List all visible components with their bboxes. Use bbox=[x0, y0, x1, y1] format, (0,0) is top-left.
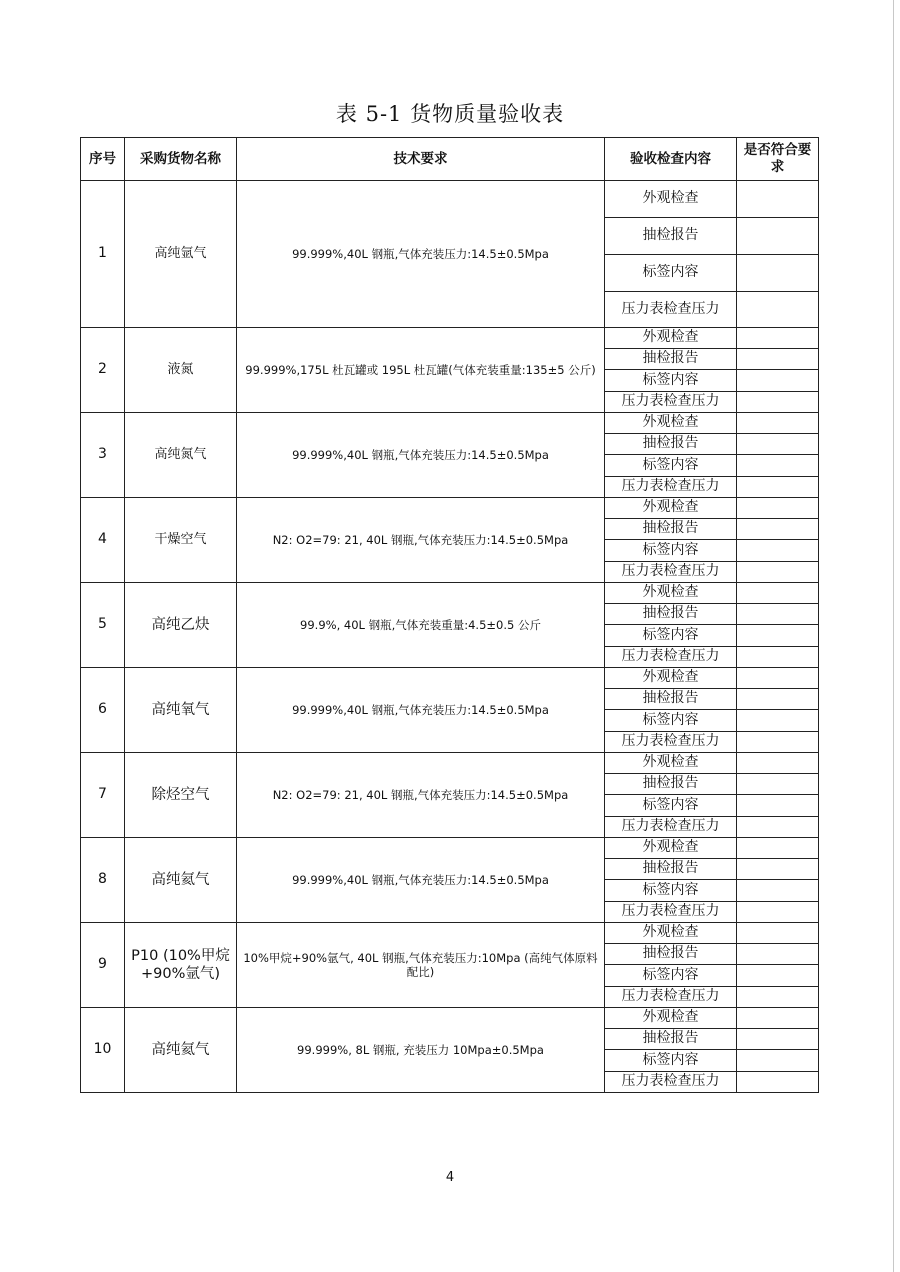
compliance-cell[interactable] bbox=[737, 540, 819, 562]
goods-name: 高纯氦气 bbox=[125, 1008, 237, 1093]
check-item: 标签内容 bbox=[605, 710, 737, 732]
header-name: 采购货物名称 bbox=[125, 138, 237, 181]
compliance-cell[interactable] bbox=[737, 562, 819, 583]
check-item: 外观检查 bbox=[605, 181, 737, 218]
check-item: 压力表检查压力 bbox=[605, 562, 737, 583]
goods-name: 高纯氦气 bbox=[125, 838, 237, 923]
tech-requirement: 99.999%,40L 钢瓶,气体充装压力:14.5±0.5Mpa bbox=[237, 181, 605, 328]
check-item: 压力表检查压力 bbox=[605, 392, 737, 413]
acceptance-table bbox=[80, 137, 819, 1093]
tech-requirement: 99.9%, 40L 钢瓶,气体充装重量:4.5±0.5 公斤 bbox=[237, 583, 605, 668]
compliance-cell[interactable] bbox=[737, 923, 819, 944]
compliance-cell[interactable] bbox=[737, 1008, 819, 1029]
compliance-cell[interactable] bbox=[737, 477, 819, 498]
table-row bbox=[81, 583, 819, 604]
compliance-cell[interactable] bbox=[737, 604, 819, 625]
check-item: 压力表检查压力 bbox=[605, 477, 737, 498]
check-item: 抽检报告 bbox=[605, 604, 737, 625]
compliance-cell[interactable] bbox=[737, 944, 819, 965]
compliance-cell[interactable] bbox=[737, 710, 819, 732]
check-item: 外观检查 bbox=[605, 1008, 737, 1029]
check-item: 标签内容 bbox=[605, 370, 737, 392]
goods-name: 高纯氩气 bbox=[125, 181, 237, 328]
check-item: 外观检查 bbox=[605, 498, 737, 519]
check-item: 抽检报告 bbox=[605, 218, 737, 255]
compliance-cell[interactable] bbox=[737, 583, 819, 604]
tech-requirement: 99.999%,40L 钢瓶,气体充装压力:14.5±0.5Mpa bbox=[237, 413, 605, 498]
compliance-cell[interactable] bbox=[737, 1072, 819, 1093]
check-item: 压力表检查压力 bbox=[605, 1072, 737, 1093]
compliance-cell[interactable] bbox=[737, 668, 819, 689]
compliance-cell[interactable] bbox=[737, 434, 819, 455]
compliance-cell[interactable] bbox=[737, 181, 819, 218]
compliance-cell[interactable] bbox=[737, 774, 819, 795]
check-item: 外观检查 bbox=[605, 413, 737, 434]
tech-requirement: N2: O2=79: 21, 40L 钢瓶,气体充装压力:14.5±0.5Mpa bbox=[237, 498, 605, 583]
table-row bbox=[81, 838, 819, 859]
tech-requirement: N2: O2=79: 21, 40L 钢瓶,气体充装压力:14.5±0.5Mpa bbox=[237, 753, 605, 838]
check-item: 抽检报告 bbox=[605, 1029, 737, 1050]
goods-name: 除烃空气 bbox=[125, 753, 237, 838]
tech-requirement: 99.999%, 8L 钢瓶, 充装压力 10Mpa±0.5Mpa bbox=[237, 1008, 605, 1093]
table-row bbox=[81, 413, 819, 434]
goods-name: P10 (10%甲烷+90%氩气) bbox=[125, 923, 237, 1008]
compliance-cell[interactable] bbox=[737, 292, 819, 328]
check-item: 压力表检查压力 bbox=[605, 987, 737, 1008]
check-item: 压力表检查压力 bbox=[605, 732, 737, 753]
row-number: 6 bbox=[81, 668, 125, 753]
check-item: 压力表检查压力 bbox=[605, 292, 737, 328]
table-row bbox=[81, 753, 819, 774]
check-item: 抽检报告 bbox=[605, 944, 737, 965]
compliance-cell[interactable] bbox=[737, 859, 819, 880]
row-number: 1 bbox=[81, 181, 125, 328]
check-item: 标签内容 bbox=[605, 540, 737, 562]
compliance-cell[interactable] bbox=[737, 218, 819, 255]
goods-name: 高纯氮气 bbox=[125, 413, 237, 498]
check-item: 抽检报告 bbox=[605, 859, 737, 880]
compliance-cell[interactable] bbox=[737, 689, 819, 710]
check-item: 标签内容 bbox=[605, 625, 737, 647]
table-row bbox=[81, 498, 819, 519]
header-ok: 是否符合要求 bbox=[737, 138, 819, 181]
check-item: 抽检报告 bbox=[605, 774, 737, 795]
compliance-cell[interactable] bbox=[737, 987, 819, 1008]
compliance-cell[interactable] bbox=[737, 625, 819, 647]
tech-requirement: 99.999%,175L 杜瓦罐或 195L 杜瓦罐(气体充装重量:135±5 公斤) bbox=[237, 328, 605, 413]
scan-edge-line bbox=[893, 0, 894, 1272]
goods-name: 高纯氧气 bbox=[125, 668, 237, 753]
compliance-cell[interactable] bbox=[737, 965, 819, 987]
check-item: 标签内容 bbox=[605, 880, 737, 902]
table-row bbox=[81, 328, 819, 349]
row-number: 7 bbox=[81, 753, 125, 838]
row-number: 2 bbox=[81, 328, 125, 413]
compliance-cell[interactable] bbox=[737, 1050, 819, 1072]
check-item: 抽检报告 bbox=[605, 434, 737, 455]
check-item: 外观检查 bbox=[605, 668, 737, 689]
check-item: 压力表检查压力 bbox=[605, 647, 737, 668]
check-item: 外观检查 bbox=[605, 583, 737, 604]
check-item: 标签内容 bbox=[605, 795, 737, 817]
row-number: 10 bbox=[81, 1008, 125, 1093]
goods-name: 液氮 bbox=[125, 328, 237, 413]
check-item: 压力表检查压力 bbox=[605, 902, 737, 923]
check-item: 压力表检查压力 bbox=[605, 817, 737, 838]
compliance-cell[interactable] bbox=[737, 817, 819, 838]
compliance-cell[interactable] bbox=[737, 1029, 819, 1050]
check-item: 外观检查 bbox=[605, 753, 737, 774]
check-item: 外观检查 bbox=[605, 923, 737, 944]
check-item: 外观检查 bbox=[605, 328, 737, 349]
compliance-cell[interactable] bbox=[737, 902, 819, 923]
compliance-cell[interactable] bbox=[737, 732, 819, 753]
check-item: 标签内容 bbox=[605, 255, 737, 292]
table-row bbox=[81, 1008, 819, 1029]
page-number: 4 bbox=[445, 1170, 455, 1185]
row-number: 8 bbox=[81, 838, 125, 923]
check-item: 外观检查 bbox=[605, 838, 737, 859]
compliance-cell[interactable] bbox=[737, 519, 819, 540]
check-item: 标签内容 bbox=[605, 455, 737, 477]
compliance-cell[interactable] bbox=[737, 795, 819, 817]
compliance-cell[interactable] bbox=[737, 647, 819, 668]
compliance-cell[interactable] bbox=[737, 370, 819, 392]
check-item: 抽检报告 bbox=[605, 689, 737, 710]
table-row bbox=[81, 923, 819, 944]
row-number: 3 bbox=[81, 413, 125, 498]
check-item: 标签内容 bbox=[605, 965, 737, 987]
page-title: 表 5-1 货物质量验收表 bbox=[335, 102, 565, 126]
check-item: 抽检报告 bbox=[605, 349, 737, 370]
header-row bbox=[81, 138, 819, 181]
header-check: 验收检查内容 bbox=[605, 138, 737, 181]
compliance-cell[interactable] bbox=[737, 880, 819, 902]
check-item: 标签内容 bbox=[605, 1050, 737, 1072]
compliance-cell[interactable] bbox=[737, 753, 819, 774]
compliance-cell[interactable] bbox=[737, 498, 819, 519]
compliance-cell[interactable] bbox=[737, 455, 819, 477]
compliance-cell[interactable] bbox=[737, 838, 819, 859]
check-item: 抽检报告 bbox=[605, 519, 737, 540]
tech-requirement: 99.999%,40L 钢瓶,气体充装压力:14.5±0.5Mpa bbox=[237, 838, 605, 923]
goods-name: 高纯乙炔 bbox=[125, 583, 237, 668]
tech-requirement: 10%甲烷+90%氩气, 40L 钢瓶,气体充装压力:10Mpa (高纯气体原料配比) bbox=[237, 923, 605, 1008]
row-number: 9 bbox=[81, 923, 125, 1008]
compliance-cell[interactable] bbox=[737, 328, 819, 349]
compliance-cell[interactable] bbox=[737, 392, 819, 413]
compliance-cell[interactable] bbox=[737, 413, 819, 434]
compliance-cell[interactable] bbox=[737, 349, 819, 370]
tech-requirement: 99.999%,40L 钢瓶,气体充装压力:14.5±0.5Mpa bbox=[237, 668, 605, 753]
compliance-cell[interactable] bbox=[737, 255, 819, 292]
table-row bbox=[81, 668, 819, 689]
goods-name: 干燥空气 bbox=[125, 498, 237, 583]
table-row bbox=[81, 181, 819, 218]
row-number: 5 bbox=[81, 583, 125, 668]
header-spec: 技术要求 bbox=[237, 138, 605, 181]
header-no: 序号 bbox=[81, 138, 125, 181]
row-number: 4 bbox=[81, 498, 125, 583]
